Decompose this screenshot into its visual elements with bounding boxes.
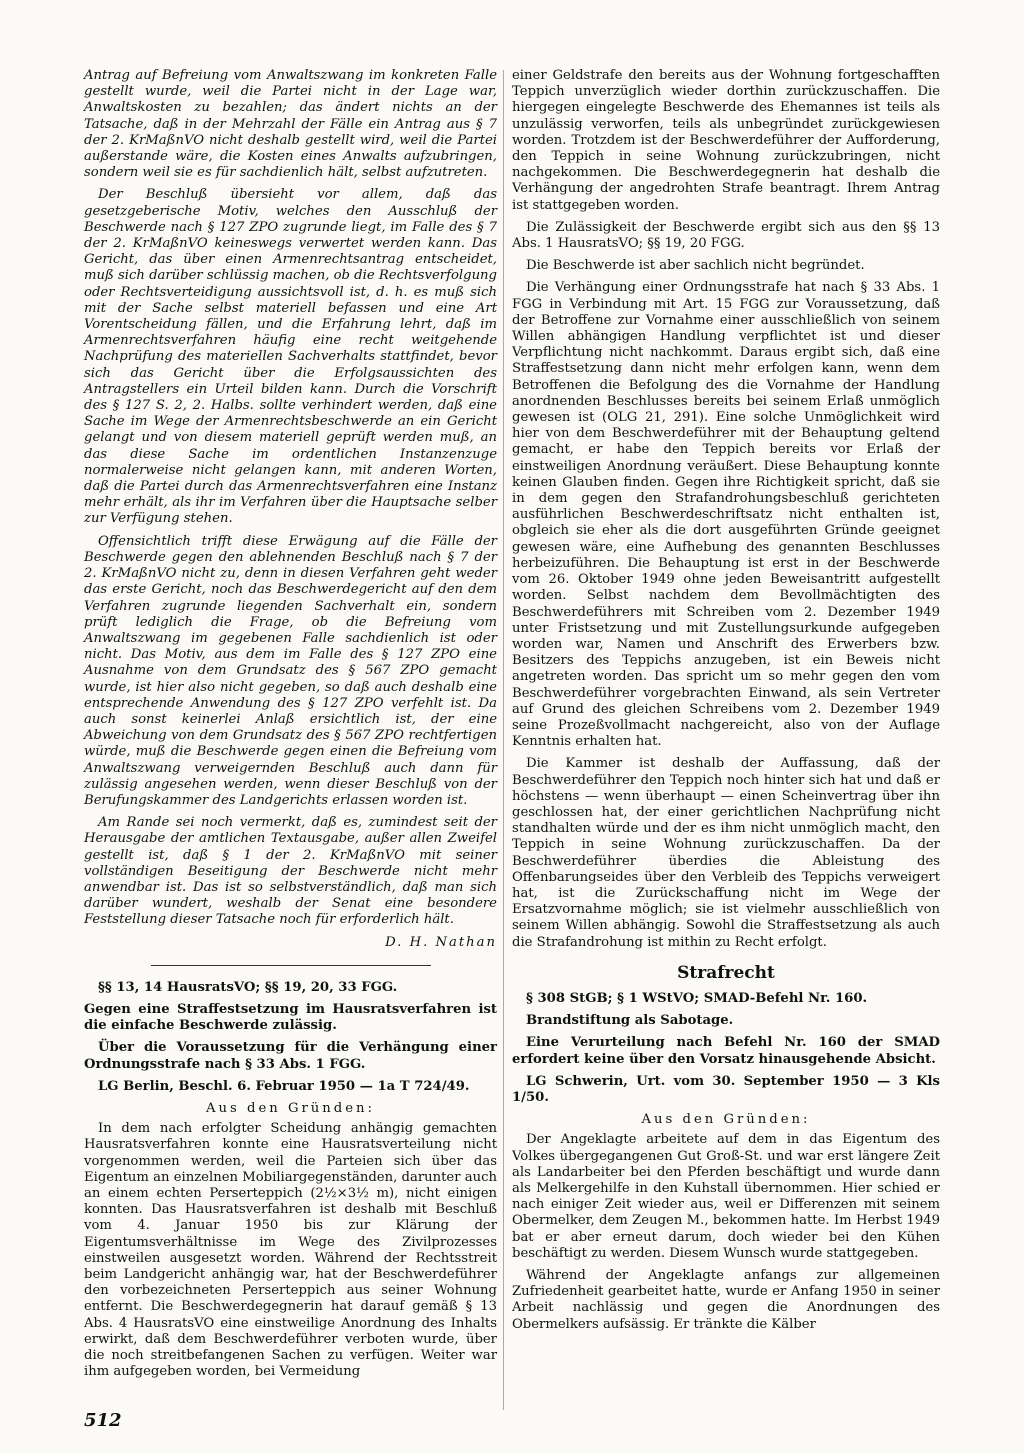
body-paragraph: Die Zulässigkeit der Beschwerde ergibt sich aus den §§ 13 Abs. 1 HausratsVO; §§ 19, 20 FGG.: [512, 219, 940, 252]
body-paragraph: Während der Angeklagte anfangs zur allgemeinen Zufriedenheit gearbeitet hatte, wurde er Anfang 1950 in seiner Arbeit nachlässig und gegen die Anordnungen des Obermelkers aufsässig. Er tränkte die Kälber: [512, 1268, 940, 1332]
section-title: Strafrecht: [677, 962, 775, 983]
left-column: [84, 68, 497, 1386]
page-number: 512: [84, 1410, 122, 1431]
commentary-paragraph: Der Beschluß übersieht vor allem, daß das gesetzgeberische Motiv, welches den Ausschluß der Beschwerde nach § 127 ZPO zugrunde liegt, im Falle des § 7 der 2. KrMaßnVO keineswegs verwertet werden kann. Das Gericht, das über einen Armenrechtsantrag entscheidet, muß sich darüber schlüssig machen, ob die Rechtsverfolgung oder Rechtsverteidigung aussichtsvoll ist, d. h. es muß sich mit der Sache selbst materiell befassen und eine Art Vorentscheidung fällen, und die Erfahrung lehrt, daß im Armenrechtsverfahren häufig eine recht weitgehende Nachprüfung des materiellen Sachverhalts stattfindet, bevor sich das Gericht über die Erfolgsaussichten des Antragstellers ein Urteil bilden kann. Durch die Vorschrift des § 127 S. 2, 2. Halbs. sollte verhindert werden, daß eine Sache im Wege der Armenrechtsbeschwerde an ein Gericht gelangt und von diesem materiell geprüft werden muß, an das diese Sache im ordentlichen Instanzenzuge normalerweise nicht gelangen kann, mit anderen Worten, daß die Partei durch das Armenrechtsverfahren eine Instanz mehr erhält, als ihr im Verfahren über die Hauptsache selber zur Verfügung stehen.: [84, 187, 497, 527]
body-paragraph: Der Angeklagte arbeitete auf dem in das Eigentum des Volkes übergegangenen Gut Groß-St. und war erst längere Zeit als Landarbeiter bei den Pferden beschäftigt und wurde dann als Melkergehilfe in den Kuhstall übernommen. Hier schied er nach einiger Zeit wieder aus, weil er Differenzen mit seinem Obermelker, dem Zeugen M., bekommen hatte. Im Herbst 1949 bat er aber erneut darum, doch wieder bei den Kühen beschäftigt zu werden. Diesem Wunsch wurde stattgegeben.: [512, 1132, 940, 1261]
right-column: [512, 68, 940, 1339]
case-citation: LG Berlin, Beschl. 6. Februar 1950 — 1a T 724/49.: [98, 1078, 470, 1094]
reasons-heading: Aus den Gründen:: [206, 1100, 375, 1116]
case-headnote: Eine Verurteilung nach Befehl Nr. 160 der SMAD erfordert keine über den Vorsatz hinausgehende Absicht.: [512, 1035, 940, 1067]
commentary-paragraph: Am Rande sei noch vermerkt, daß es, zumindest seit der Herausgabe der amtlichen Textausgabe, außer allen Zweifel gestellt ist, daß § 1 der 2. KrMaßnVO mit seiner vollständigen Beseitigung der Beschwerde nicht mehr anwendbar ist. Das ist so selbstverständlich, daß man sich darüber wundert, weshalb der Senat eine besondere Feststellung dieser Tatsache noch für erforderlich hält.: [84, 815, 497, 928]
body-paragraph: Die Beschwerde ist aber sachlich nicht begründet.: [526, 258, 865, 274]
case-norms: § 308 StGB; § 1 WStVO; SMAD-Befehl Nr. 160.: [526, 990, 868, 1006]
column-divider: [503, 70, 504, 1410]
case-norms: §§ 13, 14 HausratsVO; §§ 19, 20, 33 FGG.: [98, 979, 398, 995]
section-divider: [151, 965, 431, 966]
case-headnote: Gegen eine Straffestsetzung im Hausratsverfahren ist die einfache Beschwerde zulässig.: [84, 1001, 497, 1034]
case-headnote: Brandstiftung als Sabotage.: [526, 1013, 734, 1029]
author-signature: D. H. Nathan: [385, 934, 497, 950]
body-paragraph: einer Geldstrafe den bereits aus der Wohnung fortgeschafften Teppich unverzüglich wieder dorthin zurückzuschaffen. Die hiergegen eingelegte Beschwerde des Ehemannes ist teils als unzulässig verworfen, teils als unbegründet zurückgewiesen worden. Trotzdem ist der Beschwerdeführer der Aufforderung, den Teppich in seine Wohnung zurückzubringen, nicht nachgekommen. Die Beschwerdegegnerin hat deshalb die Verhängung der angedrohten Strafe beantragt. Ihrem Antrag ist stattgegeben worden.: [512, 68, 940, 213]
reasons-heading: Aus den Gründen:: [641, 1112, 811, 1128]
case-headnote: Über die Voraussetzung für die Verhängung einer Ordnungsstrafe nach § 33 Abs. 1 FGG.: [84, 1040, 497, 1072]
case-citation: LG Schwerin, Urt. vom 30. September 1950 — 3 Kls 1/50.: [512, 1073, 940, 1105]
body-paragraph: In dem nach erfolgter Scheidung anhängig gemachten Hausratsverfahren konnte eine Hausratsverteilung nicht vorgenommen werden, weil die Parteien sich über das Eigentum an einzelnen Mobiliargegenständen, darunter auch an einem echten Perserteppich (2½×3½ m), nicht einigen konnten. Das Hausratsverfahren ist deshalb mit Beschluß vom 4. Januar 1950 bis zur Klärung der Eigentumsverhältnisse im Wege des Zivilprozesses einstweilen ausgesetzt worden. Während der Rechtsstreit beim Landgericht anhängig war, hat der Beschwerdeführer den vorbezeichneten Perserteppich aus seiner Wohnung entfernt. Die Beschwerdegegnerin hat darauf gemäß § 13 Abs. 4 HausratsVO eine einstweilige Anordnung des Inhalts erwirkt, daß dem Beschwerdeführer verboten wurde, über die noch streitbefangenen Sachen zu verfügen. Weiter war ihm aufgegeben worden, bei Vermeidung: [84, 1121, 497, 1380]
body-paragraph: Die Kammer ist deshalb der Auffassung, daß der Beschwerdeführer den Teppich noch hinter sich hat und daß er höchstens — wenn überhaupt — einen Scheinvertrag über ihn geschlossen hat, der einer gerichtlichen Nachprüfung nicht standhalten würde und der es ihm nicht unmöglich macht, den Teppich in seine Wohnung zurückzuschaffen. Da der Beschwerdeführer überdies die Ableistung des Offenbarungseides über den Verbleib des Teppichs verweigert hat, ist die Zurückschaffung nicht im Wege der Ersatzvornahme möglich; sie ist vielmehr ausschließlich von seinem Willen abhängig. Sowohl die Straffestsetzung als auch die Strafandrohung ist mithin zu Recht erfolgt.: [512, 756, 940, 950]
body-paragraph: Die Verhängung einer Ordnungsstrafe hat nach § 33 Abs. 1 FGG in Verbindung mit Art. 15 FGG zur Voraussetzung, daß der Betroffene zur Vornahme einer ausschließlich von seinem Willen abhängigen Handlung verpflichtet ist und dieser Verpflichtung nicht nachkommt. Daraus ergibt sich, daß eine Straffestsetzung dann nicht mehr erfolgen kann, wenn dem Betroffenen die Befolgung des die Vornahme der Handlung anordnenden Beschlusses bereits bei seinem Erlaß unmöglich gewesen ist (OLG 21, 291). Eine solche Unmöglichkeit wird hier von dem Beschwerdeführer mit der Behauptung geltend gemacht, er habe den Teppich bereits vor Erlaß der einstweiligen Anordnung veräußert. Diese Behauptung konnte keinen Glauben finden. Gegen ihre Richtigkeit spricht, daß sie in dem gegen den Strafandrohungsbeschluß gerichteten ausführlichen Beschwerdeschriftsatz nicht enthalten ist, obgleich sie eher als die dort ausgeführten Gründe geeignet gewesen wäre, eine Aufhebung des genannten Beschlusses herbeizuführen. Die Behauptung ist erst in der Beschwerde vom 26. Oktober 1949 ohne jeden Beweisantritt aufgestellt worden. Selbst nachdem dem Bevollmächtigten des Beschwerdeführers mit Schreiben vom 2. Dezember 1949 unter Fristsetzung und mit Zustellungsurkunde aufgegeben worden war, Namen und Anschrift des Erwerbers bzw. Besitzers des Teppichs anzugeben, ist ein Beweis nicht angetreten worden. Das spricht um so mehr gegen den vom Beschwerdeführer vorgebrachten Einwand, als sein Vertreter auf Grund des gleichen Schreibens vom 2. Dezember 1949 seine Prozeßvollmacht nachgereicht, also von der Auflage Kenntnis erhalten hat.: [512, 280, 940, 750]
commentary-paragraph: Antrag auf Befreiung vom Anwaltszwang im konkreten Falle gestellt wurde, weil die Partei nicht in der Lage war, Anwaltskosten zu bezahlen; das ändert nichts an der Tatsache, daß in der Mehrzahl der Fälle ein Antrag aus § 7 der 2. KrMaßnVO nicht deshalb gestellt wird, weil die Partei außerstande wäre, die Kosten eines Anwalts aufzubringen, sondern weil sie es für sachdienlich hält, selbst aufzutreten.: [84, 68, 497, 181]
commentary-paragraph: Offensichtlich trifft diese Erwägung auf die Fälle der Beschwerde gegen den ablehnenden Beschluß nach § 7 der 2. KrMaßnVO nicht zu, denn in diesen Verfahren geht weder das erste Gericht, noch das Beschwerdegericht auf den dem Verfahren zugrunde liegenden Sachverhalt ein, sondern prüft lediglich die Frage, ob die Befreiung vom Anwaltszwang im gegebenen Falle sachdienlich ist oder nicht. Das Motiv, aus dem im Falle des § 127 ZPO eine Ausnahme von dem Grundsatz des § 567 ZPO gemacht wurde, ist hier also nicht gegeben, so daß auch deshalb eine entsprechende Anwendung des § 127 ZPO verfehlt ist. Da auch sonst keinerlei Anlaß ersichtlich ist, der eine Abweichung von dem Grundsatz des § 567 ZPO rechtfertigen würde, muß die Beschwerde gegen einen die Befreiung vom Anwaltszwang verweigernden Beschluß auch dann für zulässig angesehen werden, wenn dieser Beschluß von der Berufungskammer des Landgerichts erlassen worden ist.: [84, 533, 497, 808]
